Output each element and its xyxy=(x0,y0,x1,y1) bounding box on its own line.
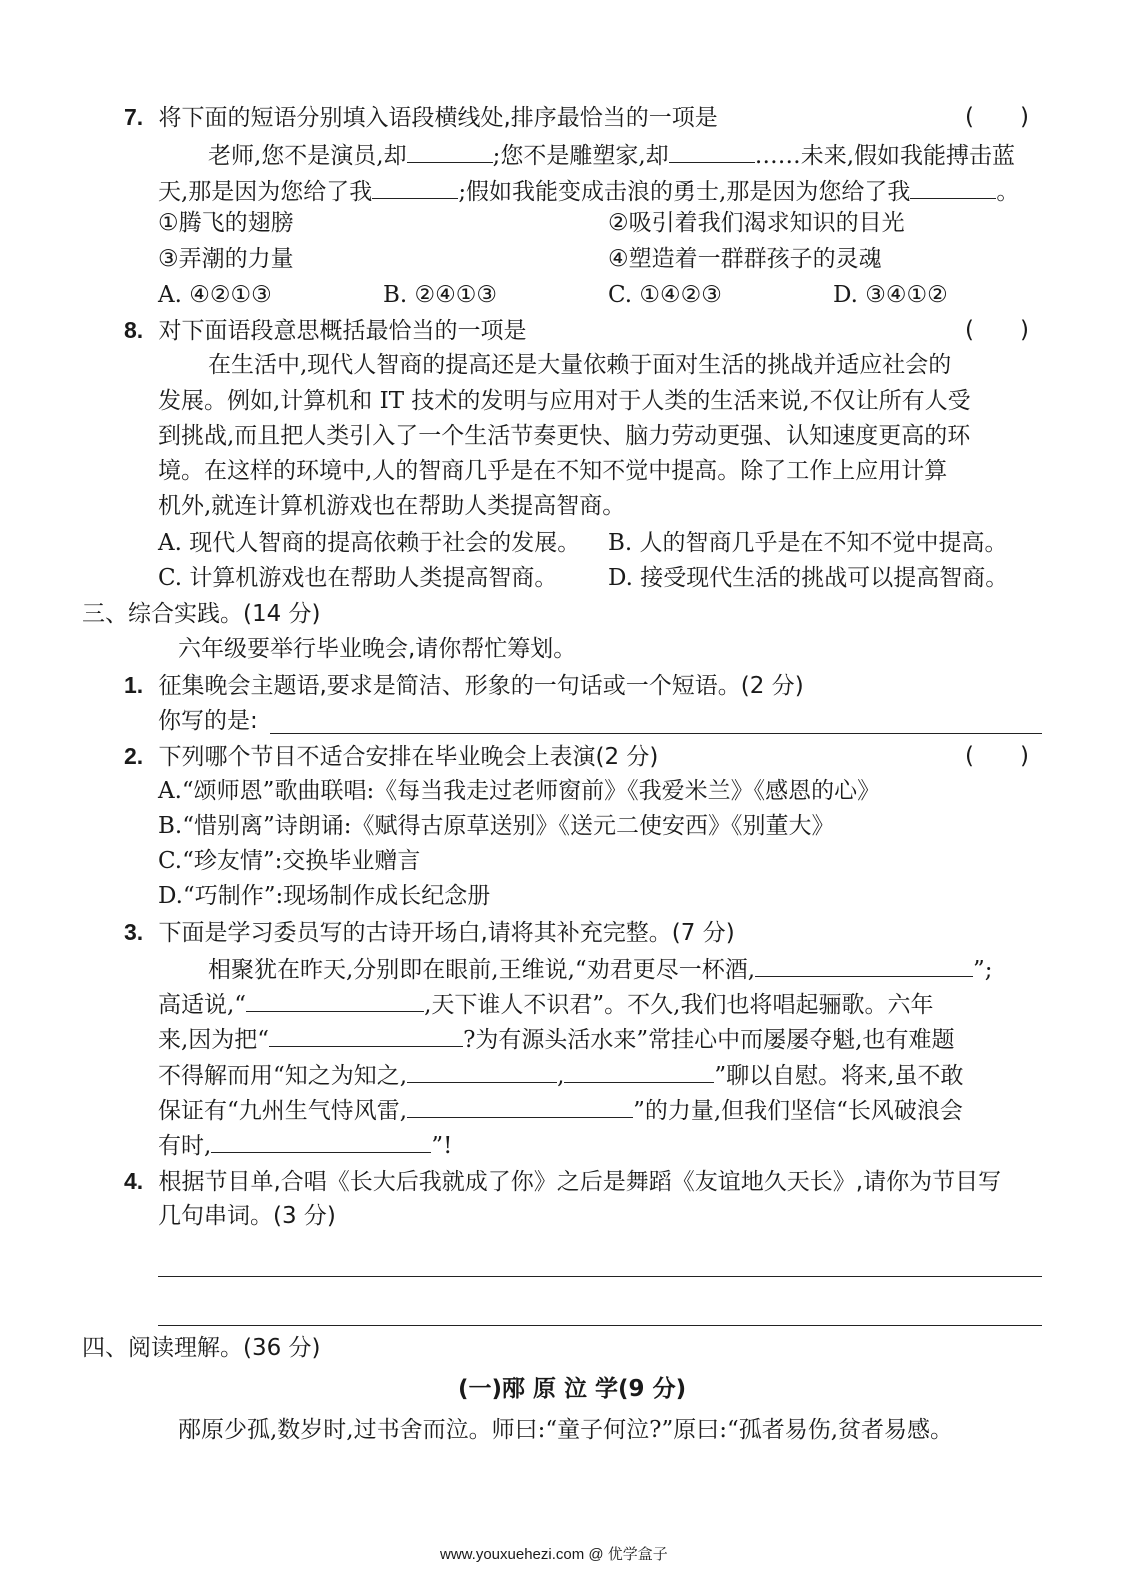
q8-passage-line: 境。在这样的环境中,人的智商几乎是在不知不觉中提高。除了工作上应用计算 xyxy=(158,458,948,484)
fill-blank[interactable] xyxy=(269,1024,463,1047)
question-number: 4. xyxy=(124,1168,144,1194)
answer-line[interactable] xyxy=(270,733,1042,734)
q3-line-4: 不得解而用“知之为知之, , ”聊以自慰。将来,虽不敢 xyxy=(158,1060,963,1091)
s3-q2-row xyxy=(124,741,658,772)
q8-passage-line: 在生活中,现代人智商的提高还是大量依赖于面对生活的挑战并适应社会的 xyxy=(208,352,952,378)
choice-c[interactable]: C.“珍友情”:交换毕业赠言 xyxy=(158,848,421,874)
question-number: 1. xyxy=(124,672,144,698)
question-stem: 下面是学习委员写的古诗开场白,请将其补充完整。(7 分) xyxy=(158,920,735,946)
phrase-option-3: ③弄潮的力量 xyxy=(158,246,294,272)
fill-blank[interactable] xyxy=(755,954,973,977)
fill-blank[interactable] xyxy=(564,1060,714,1083)
s3-q1-row xyxy=(124,670,804,701)
fill-blank[interactable] xyxy=(407,1095,633,1118)
fill-blank[interactable] xyxy=(372,176,458,199)
fill-blank[interactable] xyxy=(407,1060,557,1083)
question-stem-continued: 几句串词。(3 分) xyxy=(158,1203,336,1229)
s3-q3-row xyxy=(124,917,735,948)
phrase-option-1: ①腾飞的翅膀 xyxy=(158,210,294,236)
q7-passage-line-2: 天,那是因为您给了我 ;假如我能变成击浪的勇士,那是因为您给了我 。 xyxy=(158,176,1019,207)
question-stem: 将下面的短语分别填入语段横线处,排序最恰当的一项是 xyxy=(158,105,718,131)
answer-line[interactable] xyxy=(158,1325,1042,1326)
answer-paren[interactable]: ( ) xyxy=(965,317,1029,343)
choice-d[interactable]: D.“巧制作”:现场制作成长纪念册 xyxy=(158,883,491,909)
phrase-option-2: ②吸引着我们渴求知识的目光 xyxy=(608,210,905,236)
choice-a[interactable]: A.“颂师恩”歌曲联唱:《每当我走过老师窗前》《我爱米兰》《感恩的心》 xyxy=(158,778,881,804)
answer-paren[interactable]: ( ) xyxy=(965,743,1029,769)
question-number: 2. xyxy=(124,743,144,769)
q8-passage-line: 发展。例如,计算机和 IT 技术的发明与应用对于人类的生活来说,不仅让所有人受 xyxy=(158,388,971,414)
choice-c[interactable]: C. 计算机游戏也在帮助人类提高智商。 xyxy=(158,565,558,591)
choice-b[interactable]: B.“惜别离”诗朗诵:《赋得古原草送别》《送元二使安西》《别董大》 xyxy=(158,813,835,839)
fill-blank[interactable] xyxy=(407,140,493,163)
footer-watermark: www.youxuehezi.com @ 优学盒子 xyxy=(440,1546,668,1563)
question-number: 7. xyxy=(124,104,144,130)
section-intro: 六年级要举行毕业晚会,请你帮忙筹划。 xyxy=(178,636,577,662)
q8-passage-line: 机外,就连计算机游戏也在帮助人类提高智商。 xyxy=(158,493,626,519)
q3-line-2: 高适说,“ ,天下谁人不识君”。不久,我们也将唱起骊歌。六年 xyxy=(158,989,933,1020)
fill-blank[interactable] xyxy=(211,1130,431,1153)
question-stem: 征集晚会主题语,要求是简洁、形象的一句话或一个短语。(2 分) xyxy=(158,673,804,699)
q3-line-6: 有时, ”! xyxy=(158,1130,452,1161)
q7-stem-row xyxy=(124,102,718,133)
passage-line: 邴原少孤,数岁时,过书舍而泣。师曰:“童子何泣?”原曰:“孤者易伤,贫者易感。 xyxy=(178,1417,954,1443)
fill-blank[interactable] xyxy=(246,989,424,1012)
passage-title: (一)邴 原 泣 学(9 分) xyxy=(458,1376,687,1402)
question-number: 8. xyxy=(124,317,144,343)
fill-blank[interactable] xyxy=(669,140,755,163)
q8-stem-row xyxy=(124,315,527,346)
question-stem: 根据节目单,合唱《长大后我就成了你》之后是舞蹈《友谊地久天长》,请你为节目写 xyxy=(158,1169,1002,1195)
q3-line-3: 来,因为把“ ?为有源头活水来”常挂心中而屡屡夺魁,也有难题 xyxy=(158,1024,954,1055)
question-stem: 对下面语段意思概括最恰当的一项是 xyxy=(158,318,527,344)
choice-b[interactable]: B. 人的智商几乎是在不知不觉中提高。 xyxy=(608,530,1008,556)
phrase-option-4: ④塑造着一群群孩子的灵魂 xyxy=(608,246,882,272)
q7-passage-line-1: 老师,您不是演员,却 ;您不是雕塑家,却 ……未来,假如我能搏击蓝 xyxy=(208,140,1015,171)
question-stem: 下列哪个节目不适合安排在毕业晚会上表演(2 分) xyxy=(158,744,659,770)
question-number: 3. xyxy=(124,919,144,945)
choice-a[interactable]: A. 现代人智商的提高依赖于社会的发展。 xyxy=(158,530,581,556)
q3-line-5: 保证有“九州生气恃风雷, ”的力量,但我们坚信“长风破浪会 xyxy=(158,1095,963,1126)
section-heading: 三、综合实践。(14 分) xyxy=(82,601,321,627)
fill-blank[interactable] xyxy=(910,176,996,199)
answer-paren[interactable]: ( ) xyxy=(965,104,1029,130)
answer-line[interactable] xyxy=(158,1276,1042,1277)
s3-q4-row xyxy=(124,1166,1001,1197)
choice-b[interactable]: B. ②④①③ xyxy=(383,282,498,308)
choice-d[interactable]: D. 接受现代生活的挑战可以提高智商。 xyxy=(608,565,1009,591)
choice-c[interactable]: C. ①④②③ xyxy=(608,282,722,308)
answer-label: 你写的是: xyxy=(158,708,258,734)
q3-line-1: 相聚犹在昨天,分别即在眼前,王维说,“劝君更尽一杯酒, ”; xyxy=(208,954,993,985)
choice-d[interactable]: D. ③④①② xyxy=(833,282,948,308)
section-heading: 四、阅读理解。(36 分) xyxy=(82,1335,321,1361)
choice-a[interactable]: A. ④②①③ xyxy=(158,282,272,308)
q8-passage-line: 到挑战,而且把人类引入了一个生活节奏更快、脑力劳动更强、认知速度更高的环 xyxy=(158,423,971,449)
